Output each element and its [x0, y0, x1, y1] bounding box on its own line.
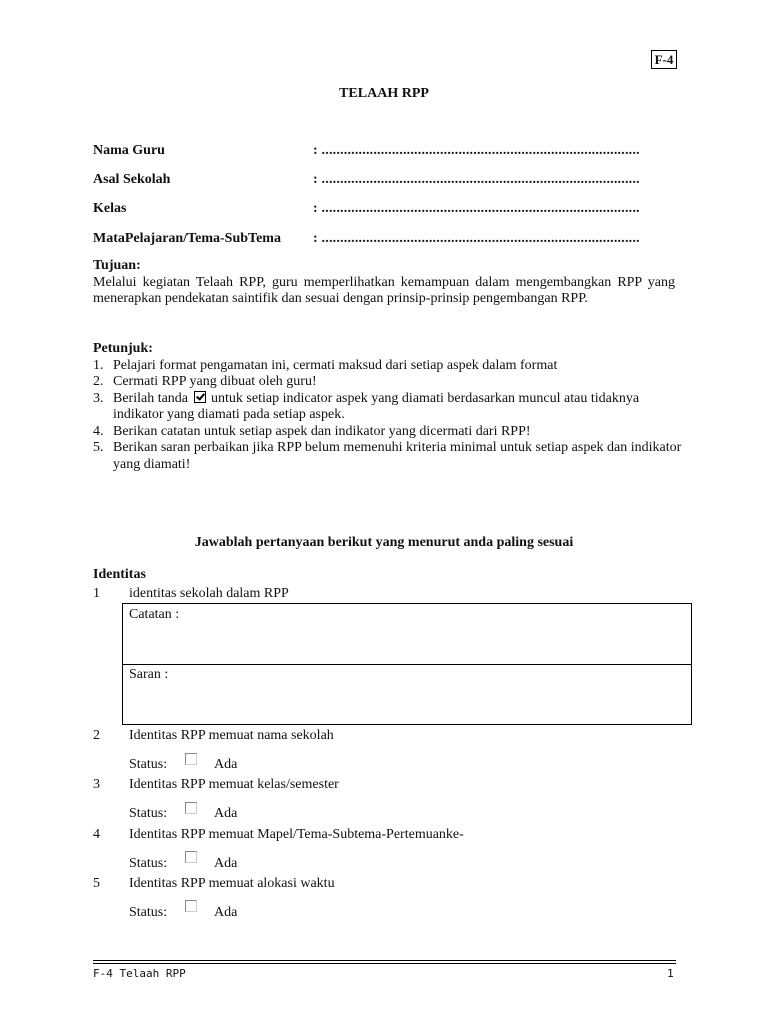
question-text: Identitas RPP memuat nama sekolah	[129, 728, 334, 743]
petunjuk-item-num: 3.	[93, 390, 104, 406]
field-value-asal-sekolah[interactable]: : ......................................................................................	[313, 172, 640, 187]
tujuan-text: Melalui kegiatan Telaah RPP, guru memperlihatkan kemampuan dalam mengembangkan RPP yang menerapkan pendekatan saintifik dan sesuai dengan prinsip-prinsip pengembangan RPP.	[93, 274, 675, 306]
notes-divider	[123, 664, 691, 665]
footer-rule-top	[93, 960, 676, 961]
question-number: 4	[93, 827, 100, 842]
option-label-ada: Ada	[214, 806, 238, 821]
status-label: Status:	[129, 856, 168, 871]
status-checkbox[interactable]	[185, 851, 197, 863]
petunjuk-item-text: Berikan saran perbaikan jika RPP belum memenuhi kriteria minimal untuk setiap aspek dan indikator yang diamati!	[113, 440, 682, 472]
notes-table	[122, 603, 692, 725]
option-label-ada: Ada	[214, 905, 238, 920]
status-label: Status:	[129, 757, 168, 772]
petunjuk-item	[93, 358, 683, 375]
field-label-kelas: Kelas	[93, 201, 127, 216]
question-text: Identitas RPP memuat kelas/semester	[129, 777, 339, 792]
footer-document-name: F-4 Telaah RPP	[93, 967, 186, 980]
petunjuk-heading: Petunjuk:	[93, 341, 153, 356]
status-checkbox[interactable]	[185, 753, 197, 765]
question-text: Identitas RPP memuat alokasi waktu	[129, 876, 335, 891]
section-heading-identitas: Identitas	[93, 567, 146, 582]
catatan-label: Catatan :	[129, 607, 180, 622]
field-label-mapel: MataPelajaran/Tema-SubTema	[93, 231, 281, 246]
page-title: TELAAH RPP	[339, 86, 429, 101]
field-value-kelas[interactable]: : ......................................................................................	[313, 201, 640, 216]
petunjuk-item-text: Cermati RPP yang dibuat oleh guru!	[113, 374, 317, 389]
petunjuk-item-text-before: Berilah tanda	[113, 390, 189, 406]
petunjuk-item-num: 1.	[93, 357, 104, 373]
question-number: 3	[93, 777, 100, 792]
form-code-badge: F-4	[651, 50, 677, 69]
petunjuk-item-num: 2.	[93, 374, 104, 389]
question-number: 5	[93, 876, 100, 891]
field-label-nama-guru: Nama Guru	[93, 143, 165, 158]
footer-rule-bottom	[93, 963, 676, 964]
field-value-nama-guru[interactable]: : ......................................................................................	[313, 143, 640, 158]
field-label-asal-sekolah: Asal Sekolah	[93, 172, 171, 187]
petunjuk-item-text-after: untuk setiap indicator aspek yang diamati berdasarkan muncul atau tidaknya indikator yang diamati pada setiap aspek.	[113, 390, 640, 422]
option-label-ada: Ada	[214, 856, 238, 871]
saran-label: Saran :	[129, 667, 169, 682]
status-label: Status:	[129, 806, 168, 821]
option-label-ada: Ada	[214, 757, 238, 772]
petunjuk-item-num: 4.	[93, 423, 104, 439]
question-number: 1	[93, 586, 100, 601]
field-value-mapel[interactable]: : ......................................................................................	[313, 231, 640, 246]
petunjuk-item-text: Pelajari format pengamatan ini, cermati maksud dari setiap aspek dalam format	[113, 357, 558, 373]
petunjuk-section	[93, 341, 683, 473]
status-label: Status:	[129, 905, 168, 920]
question-text: identitas sekolah dalam RPP	[129, 586, 289, 601]
petunjuk-item	[93, 424, 683, 441]
footer-page-number: 1	[667, 967, 674, 980]
status-checkbox[interactable]	[185, 900, 197, 912]
petunjuk-item-num: 5.	[93, 440, 104, 455]
petunjuk-item	[93, 374, 683, 391]
petunjuk-item-text: Berikan catatan untuk setiap aspek dan indikator yang dicermati dari RPP!	[113, 423, 531, 439]
checkbox-checked-icon	[194, 391, 206, 403]
question-number: 2	[93, 728, 100, 743]
instruction-subheading: Jawablah pertanyaan berikut yang menurut anda paling sesuai	[194, 535, 574, 550]
petunjuk-item	[93, 440, 683, 473]
tujuan-section	[93, 258, 675, 308]
question-text: Identitas RPP memuat Mapel/Tema-Subtema-Pertemuanke-	[129, 827, 464, 842]
tujuan-heading: Tujuan:	[93, 258, 141, 273]
petunjuk-item	[93, 391, 683, 424]
status-checkbox[interactable]	[185, 802, 197, 814]
